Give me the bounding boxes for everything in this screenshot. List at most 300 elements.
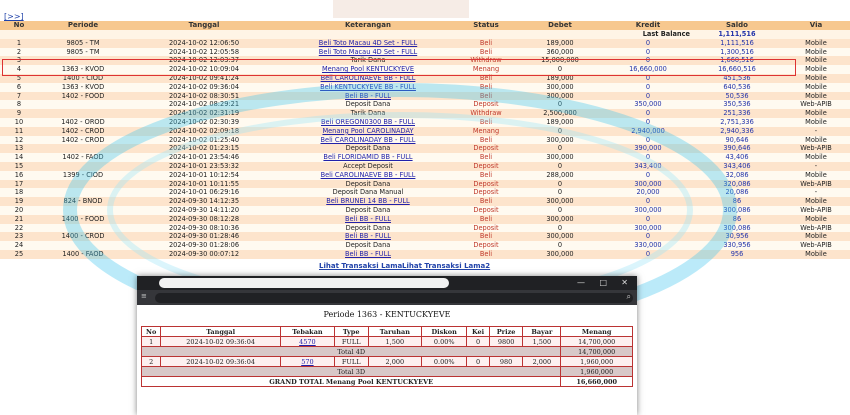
column-header: Saldo bbox=[692, 21, 782, 30]
cell-kredit: 0 bbox=[604, 250, 692, 259]
cell-periode: 824 - BNOD bbox=[38, 197, 128, 206]
cell-saldo: 43,406 bbox=[692, 153, 782, 162]
cell-kredit: 300,000 bbox=[604, 224, 692, 233]
column-header: Tanggal bbox=[128, 21, 280, 30]
cell-keterangan bbox=[280, 250, 456, 259]
cell-kredit: 0 bbox=[604, 232, 692, 241]
cell-saldo: 1,111,516 bbox=[692, 39, 782, 48]
cell-via: Web-APIB bbox=[782, 100, 850, 109]
url-field-blurred[interactable] bbox=[155, 293, 633, 303]
cell-status: Beli bbox=[456, 74, 516, 83]
cell-keterangan: Deposit Dana bbox=[280, 180, 456, 189]
zoom-icon[interactable]: ⌕ bbox=[626, 292, 631, 301]
cell-tanggal: 2024-09-30 08:12:28 bbox=[128, 215, 280, 224]
column-header: Kredit bbox=[604, 21, 692, 30]
cell-saldo: 350,536 bbox=[692, 100, 782, 109]
cell-status: Beli bbox=[456, 48, 516, 57]
cell-no: 3 bbox=[0, 56, 38, 65]
cell-tanggal: 2024-09-30 01:28:06 bbox=[128, 241, 280, 250]
table-row bbox=[0, 48, 850, 57]
keterangan-link[interactable]: Beli KENTUCKYEVE BB - FULL bbox=[320, 82, 416, 91]
table-row bbox=[0, 197, 850, 206]
cell-periode bbox=[38, 206, 128, 215]
cell-status: Beli bbox=[456, 39, 516, 48]
cell-saldo: 16,660,516 bbox=[692, 65, 782, 74]
table-row bbox=[0, 241, 850, 250]
keterangan-link[interactable]: Beli BB - FULL bbox=[345, 249, 391, 258]
cell-keterangan: Deposit Dana bbox=[280, 144, 456, 153]
cell-kredit: 0 bbox=[604, 109, 692, 118]
transaction-table bbox=[0, 21, 850, 259]
cell-no: 20 bbox=[0, 206, 38, 215]
tebakan-link[interactable]: 4570 bbox=[299, 337, 316, 346]
cell-keterangan bbox=[280, 74, 456, 83]
cell-via: Web-APIB bbox=[782, 241, 850, 250]
cell-status: Withdraw bbox=[456, 56, 516, 65]
cell-keterangan: Deposit Dana bbox=[280, 241, 456, 250]
cell-kredit: 2,940,000 bbox=[604, 127, 692, 136]
cell-keterangan bbox=[280, 127, 456, 136]
cell-debet: 189,000 bbox=[516, 118, 604, 127]
cell-no: 12 bbox=[0, 136, 38, 145]
cell-tanggal: 2024-10-01 23:54:46 bbox=[128, 153, 280, 162]
cell-no: 4 bbox=[0, 65, 38, 74]
cell-via: Mobile bbox=[782, 250, 850, 259]
cell-kredit: 343,400 bbox=[604, 162, 692, 171]
cell-status: Beli bbox=[456, 232, 516, 241]
detail-header bbox=[142, 327, 633, 337]
cell-kredit: 350,000 bbox=[604, 100, 692, 109]
cell-via: - bbox=[782, 188, 850, 197]
cell-kredit: 0 bbox=[604, 48, 692, 57]
column-header: No bbox=[0, 21, 38, 30]
cell-tanggal: 2024-10-01 23:53:32 bbox=[128, 162, 280, 171]
cell-status: Deposit bbox=[456, 206, 516, 215]
cell-debet: 300,000 bbox=[516, 136, 604, 145]
cell-via: Mobile bbox=[782, 92, 850, 101]
cell-kredit: 20,000 bbox=[604, 188, 692, 197]
keterangan-link[interactable]: Beli CAROLINAEVE BB - FULL bbox=[320, 73, 416, 82]
cell-type: FULL bbox=[334, 337, 368, 347]
cell-keterangan bbox=[280, 153, 456, 162]
cell-tanggal: 2024-10-02 12:06:50 bbox=[128, 39, 280, 48]
cell-kredit: 0 bbox=[604, 153, 692, 162]
cell-via: Web-APIB bbox=[782, 206, 850, 215]
minimize-icon[interactable]: — bbox=[577, 278, 585, 287]
detail-column-header: Bayar bbox=[523, 327, 561, 337]
cell-debet: 0 bbox=[516, 180, 604, 189]
table-row bbox=[0, 171, 850, 180]
cell-periode bbox=[38, 109, 128, 118]
cell-debet: 0 bbox=[516, 144, 604, 153]
cell-tanggal: 2024-10-02 02:09:18 bbox=[128, 127, 280, 136]
cell-periode: 9805 - TM bbox=[38, 48, 128, 57]
cell-periode: 1402 - FAOD bbox=[38, 153, 128, 162]
cell-prize: 9800 bbox=[489, 337, 523, 347]
view-old-transactions-link[interactable]: Lihat Transaksi Lama bbox=[319, 262, 403, 270]
cell-tanggal: 2024-10-01 10:11:55 bbox=[128, 180, 280, 189]
cell-status: Deposit bbox=[456, 188, 516, 197]
cell-status: Beli bbox=[456, 83, 516, 92]
cell-periode bbox=[38, 144, 128, 153]
cell-via: Mobile bbox=[782, 65, 850, 74]
detail-column-header: Tebakan bbox=[280, 327, 334, 337]
cell-no: 24 bbox=[0, 241, 38, 250]
cell-saldo: 640,536 bbox=[692, 83, 782, 92]
cell-via: Mobile bbox=[782, 171, 850, 180]
cell-via: Mobile bbox=[782, 215, 850, 224]
window-titlebar bbox=[137, 276, 637, 290]
cell-keterangan bbox=[280, 39, 456, 48]
column-header: Keterangan bbox=[280, 21, 456, 30]
cell-debet: 300,000 bbox=[516, 215, 604, 224]
cell-saldo: 320,086 bbox=[692, 180, 782, 189]
cell-status: Beli bbox=[456, 197, 516, 206]
cell-tanggal: 2024-10-02 08:29:21 bbox=[128, 100, 280, 109]
cell-status: Beli bbox=[456, 171, 516, 180]
table-row bbox=[0, 100, 850, 109]
cell-tanggal: 2024-09-30 01:28:46 bbox=[128, 232, 280, 241]
cell-via: Mobile bbox=[782, 109, 850, 118]
last-balance-row bbox=[0, 30, 850, 39]
table-row bbox=[0, 188, 850, 197]
cell-debet: 288,000 bbox=[516, 171, 604, 180]
cell-tanggal: 2024-09-30 00:07:12 bbox=[128, 250, 280, 259]
cell-periode: 1402 - FOOD bbox=[38, 92, 128, 101]
last-balance-label: Last Balance bbox=[604, 30, 692, 39]
cell-saldo: 300,086 bbox=[692, 206, 782, 215]
cell-via: Mobile bbox=[782, 48, 850, 57]
cell-periode: 1363 - KVOD bbox=[38, 83, 128, 92]
cell-periode bbox=[38, 162, 128, 171]
cell-periode: 1400 - FAOD bbox=[38, 250, 128, 259]
cell-keterangan bbox=[280, 136, 456, 145]
table-row bbox=[0, 224, 850, 233]
cell-via: - bbox=[782, 127, 850, 136]
total-4d-value: 14,700,000 bbox=[561, 347, 633, 357]
next-page-link[interactable]: [>>] bbox=[4, 12, 24, 21]
window-title-blurred bbox=[159, 278, 449, 288]
detail-column-header: Diskon bbox=[422, 327, 467, 337]
cell-keterangan: Deposit Dana bbox=[280, 100, 456, 109]
cell-kredit: 16,660,000 bbox=[604, 65, 692, 74]
view-old-transactions-2-link[interactable]: Lihat Transaksi Lama2 bbox=[402, 262, 491, 270]
detail-column-header: Menang bbox=[561, 327, 633, 337]
cell-tanggal: 2024-09-30 08:10:36 bbox=[128, 224, 280, 233]
close-icon[interactable]: ✕ bbox=[621, 278, 628, 287]
cell-diskon: 0.00% bbox=[422, 337, 467, 347]
cell-status: Menang bbox=[456, 127, 516, 136]
cell-status: Deposit bbox=[456, 241, 516, 250]
tune-icon[interactable]: ≡ bbox=[141, 292, 147, 300]
cell-status: Beli bbox=[456, 92, 516, 101]
cell-kredit: 0 bbox=[604, 74, 692, 83]
cell-via: Mobile bbox=[782, 83, 850, 92]
keterangan-link[interactable]: Beli BB - FULL bbox=[345, 214, 391, 223]
cell-kredit: 0 bbox=[604, 39, 692, 48]
header-blank-box bbox=[333, 0, 469, 18]
cell-tanggal: 2024-10-01 06:29:16 bbox=[128, 188, 280, 197]
keterangan-link[interactable]: Menang Pool CAROLINADAY bbox=[322, 126, 414, 135]
column-header: Via bbox=[782, 21, 850, 30]
cell-taruhan: 1,500 bbox=[368, 337, 422, 347]
cell-via: Mobile bbox=[782, 56, 850, 65]
cell-debet: 300,000 bbox=[516, 250, 604, 259]
table-row bbox=[0, 56, 850, 65]
cell-periode: 1400 - CROD bbox=[38, 232, 128, 241]
detail-column-header: No bbox=[142, 327, 161, 337]
cell-kredit: 300,000 bbox=[604, 206, 692, 215]
cell-status: Deposit bbox=[456, 224, 516, 233]
total-4d-row bbox=[142, 347, 633, 357]
total-3d-row bbox=[142, 367, 633, 377]
cell-debet: 2,500,000 bbox=[516, 109, 604, 118]
cell-kredit: 0 bbox=[604, 56, 692, 65]
table-row bbox=[0, 65, 850, 74]
address-bar bbox=[137, 290, 637, 305]
cell-kredit: 390,000 bbox=[604, 144, 692, 153]
table-row bbox=[0, 162, 850, 171]
cell-debet: 0 bbox=[516, 224, 604, 233]
cell-keterangan bbox=[280, 171, 456, 180]
table-row bbox=[0, 153, 850, 162]
cell-saldo: 1,660,516 bbox=[692, 56, 782, 65]
cell-menang: 1,960,000 bbox=[561, 357, 633, 367]
keterangan-link[interactable]: Beli BB - FULL bbox=[345, 91, 391, 100]
table-row bbox=[0, 232, 850, 241]
cell-no: 22 bbox=[0, 224, 38, 233]
cell-saldo: 2,940,336 bbox=[692, 127, 782, 136]
cell-no: 11 bbox=[0, 127, 38, 136]
cell-periode: 1402 - CROD bbox=[38, 127, 128, 136]
cell-bayar: 1,500 bbox=[523, 337, 561, 347]
cell-no: 16 bbox=[0, 171, 38, 180]
cell-menang: 14,700,000 bbox=[561, 337, 633, 347]
cell-prize: 980 bbox=[489, 357, 523, 367]
maximize-icon[interactable]: □ bbox=[599, 278, 607, 287]
cell-tanggal: 2024-10-01 10:12:54 bbox=[128, 171, 280, 180]
cell-periode: 1363 - KVOD bbox=[38, 65, 128, 74]
cell-tanggal: 2024-09-30 14:11:20 bbox=[128, 206, 280, 215]
cell-tanggal: 2024-10-02 02:30:39 bbox=[128, 118, 280, 127]
keterangan-link[interactable]: Beli CAROLINADAY BB - FULL bbox=[320, 135, 416, 144]
cell-saldo: 956 bbox=[692, 250, 782, 259]
cell-periode: 1402 - CROD bbox=[38, 136, 128, 145]
table-row bbox=[0, 74, 850, 83]
table-row bbox=[0, 127, 850, 136]
cell-keterangan bbox=[280, 197, 456, 206]
cell-no: 17 bbox=[0, 180, 38, 189]
cell-kredit: 0 bbox=[604, 92, 692, 101]
cell-saldo: 30,956 bbox=[692, 232, 782, 241]
cell-kredit: 330,000 bbox=[604, 241, 692, 250]
cell-status: Beli bbox=[456, 153, 516, 162]
cell-tanggal: 2024-09-30 14:12:35 bbox=[128, 197, 280, 206]
keterangan-link[interactable]: Beli FLORIDAMID BB - FULL bbox=[323, 153, 413, 162]
table-row bbox=[0, 118, 850, 127]
cell-saldo: 2,751,336 bbox=[692, 118, 782, 127]
cell-saldo: 343,406 bbox=[692, 162, 782, 171]
column-header: Status bbox=[456, 21, 516, 30]
table-row bbox=[0, 206, 850, 215]
cell-no: 1 bbox=[0, 39, 38, 48]
cell-saldo: 50,536 bbox=[692, 92, 782, 101]
cell-tanggal: 2024-10-02 09:36:04 bbox=[161, 337, 281, 347]
cell-debet: 300,000 bbox=[516, 92, 604, 101]
detail-row bbox=[142, 357, 633, 367]
cell-no: 19 bbox=[0, 197, 38, 206]
cell-no: 18 bbox=[0, 188, 38, 197]
cell-no: 2 bbox=[0, 48, 38, 57]
cell-type: FULL bbox=[334, 357, 368, 367]
table-row bbox=[0, 144, 850, 153]
cell-debet: 0 bbox=[516, 188, 604, 197]
cell-keterangan bbox=[280, 48, 456, 57]
cell-status: Withdraw bbox=[456, 109, 516, 118]
table-row bbox=[0, 92, 850, 101]
cell-no: 23 bbox=[0, 232, 38, 241]
table-row bbox=[0, 180, 850, 189]
cell-keterangan bbox=[280, 92, 456, 101]
cell-periode bbox=[38, 100, 128, 109]
cell-debet: 0 bbox=[516, 100, 604, 109]
cell-keterangan: Deposit Dana Manual bbox=[280, 188, 456, 197]
cell-keterangan bbox=[280, 232, 456, 241]
cell-via: Mobile bbox=[782, 153, 850, 162]
cell-no: 25 bbox=[0, 250, 38, 259]
tebakan-link[interactable]: 570 bbox=[301, 357, 314, 366]
cell-via: Web-APIB bbox=[782, 224, 850, 233]
cell-tanggal: 2024-10-02 10:09:04 bbox=[128, 65, 280, 74]
cell-status: Beli bbox=[456, 250, 516, 259]
cell-kei: 0 bbox=[467, 357, 490, 367]
cell-taruhan: 2,000 bbox=[368, 357, 422, 367]
cell-no: 15 bbox=[0, 162, 38, 171]
column-header: Debet bbox=[516, 21, 604, 30]
cell-periode bbox=[38, 188, 128, 197]
cell-saldo: 451,536 bbox=[692, 74, 782, 83]
cell-debet: 0 bbox=[516, 206, 604, 215]
table-row bbox=[0, 109, 850, 118]
cell-tanggal: 2024-10-02 01:23:15 bbox=[128, 144, 280, 153]
detail-column-header: Prize bbox=[489, 327, 523, 337]
cell-tanggal: 2024-10-02 12:03:37 bbox=[128, 56, 280, 65]
keterangan-link[interactable]: Beli Toto Macau 4D Set - FULL bbox=[318, 47, 418, 56]
cell-keterangan: Deposit Dana bbox=[280, 224, 456, 233]
table-row bbox=[0, 215, 850, 224]
cell-periode: 1399 - CIOD bbox=[38, 171, 128, 180]
cell-saldo: 330,956 bbox=[692, 241, 782, 250]
grand-total-value: 16,660,000 bbox=[561, 377, 633, 387]
cell-status: Beli bbox=[456, 215, 516, 224]
cell-kredit: 0 bbox=[604, 171, 692, 180]
popup-title: Periode 1363 - KENTUCKYEVE bbox=[323, 310, 451, 319]
cell-saldo: 86 bbox=[692, 197, 782, 206]
cell-periode: 1402 - OROD bbox=[38, 118, 128, 127]
detail-column-header: Tanggal bbox=[161, 327, 281, 337]
cell-tanggal: 2024-10-02 09:41:24 bbox=[128, 74, 280, 83]
total-3d-label: Total 3D bbox=[142, 367, 561, 377]
table-row bbox=[0, 136, 850, 145]
total-3d-value: 1,960,000 bbox=[561, 367, 633, 377]
cell-keterangan bbox=[280, 215, 456, 224]
cell-periode: 9805 - TM bbox=[38, 39, 128, 48]
cell-keterangan bbox=[280, 65, 456, 74]
cell-kredit: 300,000 bbox=[604, 180, 692, 189]
period-detail-window bbox=[137, 276, 637, 415]
cell-status: Deposit bbox=[456, 100, 516, 109]
cell-no: 2 bbox=[142, 357, 161, 367]
cell-saldo: 20,086 bbox=[692, 188, 782, 197]
keterangan-link[interactable]: Beli CAROLINAEVE BB - FULL bbox=[320, 170, 416, 179]
cell-via: Mobile bbox=[782, 118, 850, 127]
cell-debet: 360,000 bbox=[516, 48, 604, 57]
cell-tanggal: 2024-10-02 02:31:19 bbox=[128, 109, 280, 118]
cell-no: 6 bbox=[0, 83, 38, 92]
cell-no: 14 bbox=[0, 153, 38, 162]
cell-status: Menang bbox=[456, 65, 516, 74]
cell-saldo: 251,336 bbox=[692, 109, 782, 118]
cell-periode: 1400 - CIOD bbox=[38, 74, 128, 83]
column-header: Periode bbox=[38, 21, 128, 30]
cell-debet: 0 bbox=[516, 65, 604, 74]
cell-no: 5 bbox=[0, 74, 38, 83]
cell-saldo: 390,646 bbox=[692, 144, 782, 153]
cell-status: Deposit bbox=[456, 144, 516, 153]
cell-debet: 15,000,000 bbox=[516, 56, 604, 65]
cell-status: Beli bbox=[456, 118, 516, 127]
table-row bbox=[0, 250, 850, 259]
cell-via: Mobile bbox=[782, 197, 850, 206]
cell-periode bbox=[38, 56, 128, 65]
cell-status: Deposit bbox=[456, 162, 516, 171]
total-4d-label: Total 4D bbox=[142, 347, 561, 357]
keterangan-link[interactable]: Beli Toto Macau 4D Set - FULL bbox=[318, 38, 418, 47]
cell-status: Beli bbox=[456, 136, 516, 145]
cell-status: Deposit bbox=[456, 180, 516, 189]
cell-via: Mobile bbox=[782, 232, 850, 241]
grand-total-label: GRAND TOTAL Menang Pool KENTUCKYEVE bbox=[142, 377, 561, 387]
cell-no: 1 bbox=[142, 337, 161, 347]
last-balance-value: 1,111,516 bbox=[692, 30, 782, 39]
cell-bayar: 2,000 bbox=[523, 357, 561, 367]
cell-kredit: 0 bbox=[604, 215, 692, 224]
table-row bbox=[0, 39, 850, 48]
keterangan-link[interactable]: Beli BB - FULL bbox=[345, 232, 391, 241]
cell-periode bbox=[38, 224, 128, 233]
cell-periode bbox=[38, 241, 128, 250]
detail-column-header: Taruhan bbox=[368, 327, 422, 337]
detail-column-header: Type bbox=[334, 327, 368, 337]
cell-debet: 300,000 bbox=[516, 153, 604, 162]
cell-via: Mobile bbox=[782, 39, 850, 48]
cell-keterangan bbox=[280, 118, 456, 127]
cell-tanggal: 2024-10-02 01:25:40 bbox=[128, 136, 280, 145]
keterangan-link[interactable]: Beli BRUNEI 14 BB - FULL bbox=[326, 197, 410, 206]
cell-keterangan: Tarik Dana bbox=[280, 109, 456, 118]
cell-keterangan: Accept Deposit bbox=[280, 162, 456, 171]
cell-debet: 0 bbox=[516, 162, 604, 171]
cell-no: 8 bbox=[0, 100, 38, 109]
cell-diskon: 0.00% bbox=[422, 357, 467, 367]
cell-via: Mobile bbox=[782, 136, 850, 145]
keterangan-link[interactable]: Menang Pool KENTUCKYEVE bbox=[321, 65, 414, 74]
cell-tanggal: 2024-10-02 12:05:58 bbox=[128, 48, 280, 57]
cell-via: Mobile bbox=[782, 74, 850, 83]
cell-saldo: 86 bbox=[692, 215, 782, 224]
keterangan-link[interactable]: Beli OREGON0300 BB - FULL bbox=[321, 117, 415, 126]
cell-debet: 300,000 bbox=[516, 197, 604, 206]
